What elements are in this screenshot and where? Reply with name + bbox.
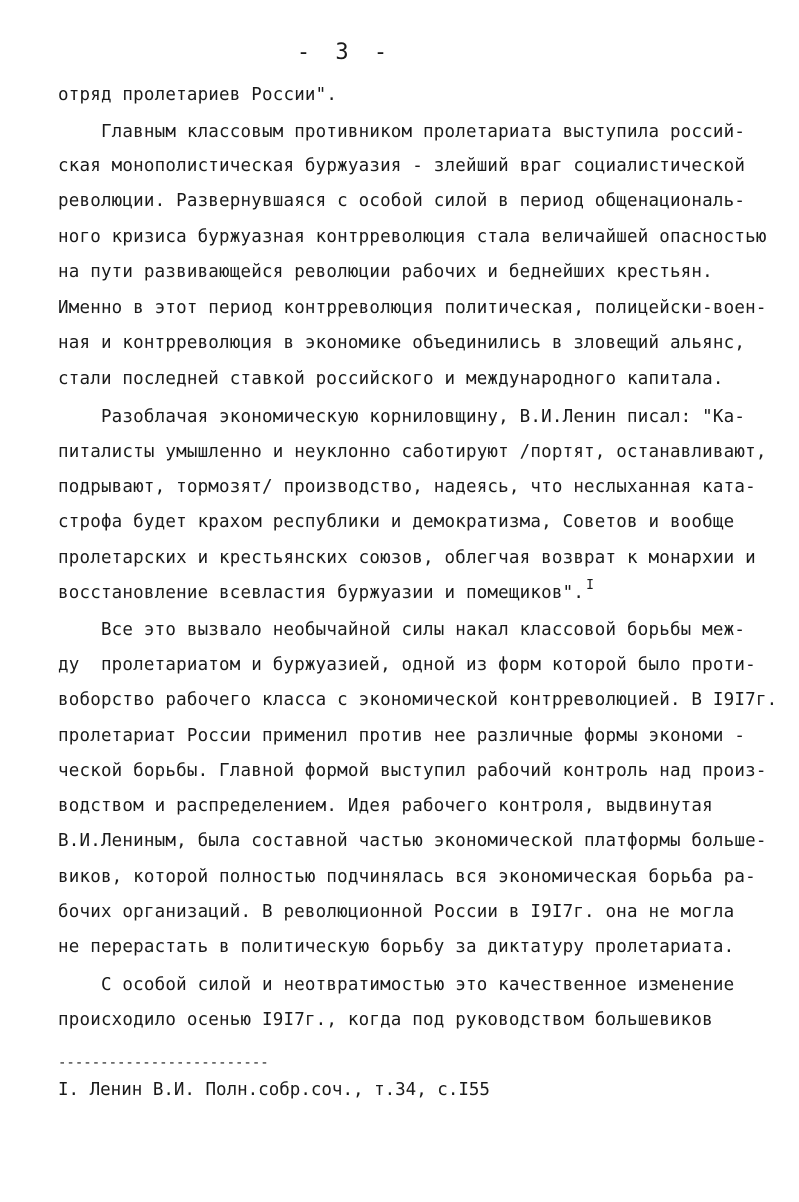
text-line: пролетарских и крестьянских союзов, облегчая возврат к монархии и [58, 548, 756, 568]
text-line: С особой силой и неотвратимостью это качественное изменение [58, 975, 735, 995]
text-line: на пути развивающейся революции рабочих и беднейших крестьян. [58, 262, 713, 282]
text-line: воборство рабочего класса с экономической контрреволюцией. В I9I7г. [58, 690, 778, 710]
text-line: подрывают, тормозят/ производство, надеясь, что неслыханная ката- [58, 477, 756, 497]
text-line: революции. Развернувшаяся с особой силой в период общенациональ- [58, 191, 746, 211]
text-line: водством и распределением. Идея рабочего контроля, выдвинутая [58, 796, 713, 816]
text-line: виков, которой полностью подчинялась вся экономическая борьба ра- [58, 867, 756, 887]
text-line: ная и контрреволюция в экономике объединились в зловещий альянс, [58, 333, 746, 353]
text-line: бочих организаций. В революционной России в I9I7г. она не могла [58, 902, 735, 922]
text-line: ду пролетариатом и буржуазией, одной из форм которой было проти- [58, 655, 756, 675]
text-line: происходило осенью I9I7г., когда под руководством большевиков [58, 1010, 713, 1030]
footnote-marker: I [586, 578, 595, 593]
text-line: Разоблачая экономическую корниловщину, В.И.Ленин писал: "Ка- [58, 407, 746, 427]
text-line: ческой борьбы. Главной формой выступил рабочий контроль над произ- [58, 761, 767, 781]
text-line: Главным классовым противником пролетариата выступила россий- [58, 122, 746, 142]
text-line: Именно в этот период контрреволюция политическая, полицейски-воен- [58, 298, 767, 318]
footnote-divider: ------------------------- [58, 1055, 269, 1071]
quote-end-text: восстановление всевластия буржуазии и помещиков". [58, 583, 585, 603]
text-line: Все это вызвало необычайной силы накал классовой борьбы меж- [58, 620, 746, 640]
text-line: не перерастать в политическую борьбу за диктатуру пролетариата. [58, 937, 735, 957]
text-line: стали последней ставкой российского и международного капитала. [58, 369, 724, 389]
text-line: пролетариат России применил против нее различные формы экономи - [58, 726, 746, 746]
page-number: - 3 - [296, 40, 394, 65]
text-line: ного кризиса буржуазная контрреволюция стала величайшей опасностью [58, 227, 767, 247]
text-line [58, 578, 595, 607]
text-line: питалисты умышленно и неуклонно саботируют /портят, останавливают, [58, 442, 767, 462]
text-line: В.И.Лениным, была составной частью экономической платформы больше- [58, 831, 767, 851]
text-line: ская монополистическая буржуазия - злейший враг социалистической [58, 156, 746, 176]
footnote: I. Ленин В.И. Полн.собр.соч., т.34, с.I55 [58, 1080, 490, 1100]
text-line: отряд пролетариев России". [58, 85, 338, 105]
text-line: строфа будет крахом республики и демократизма, Советов и вообще [58, 512, 735, 532]
